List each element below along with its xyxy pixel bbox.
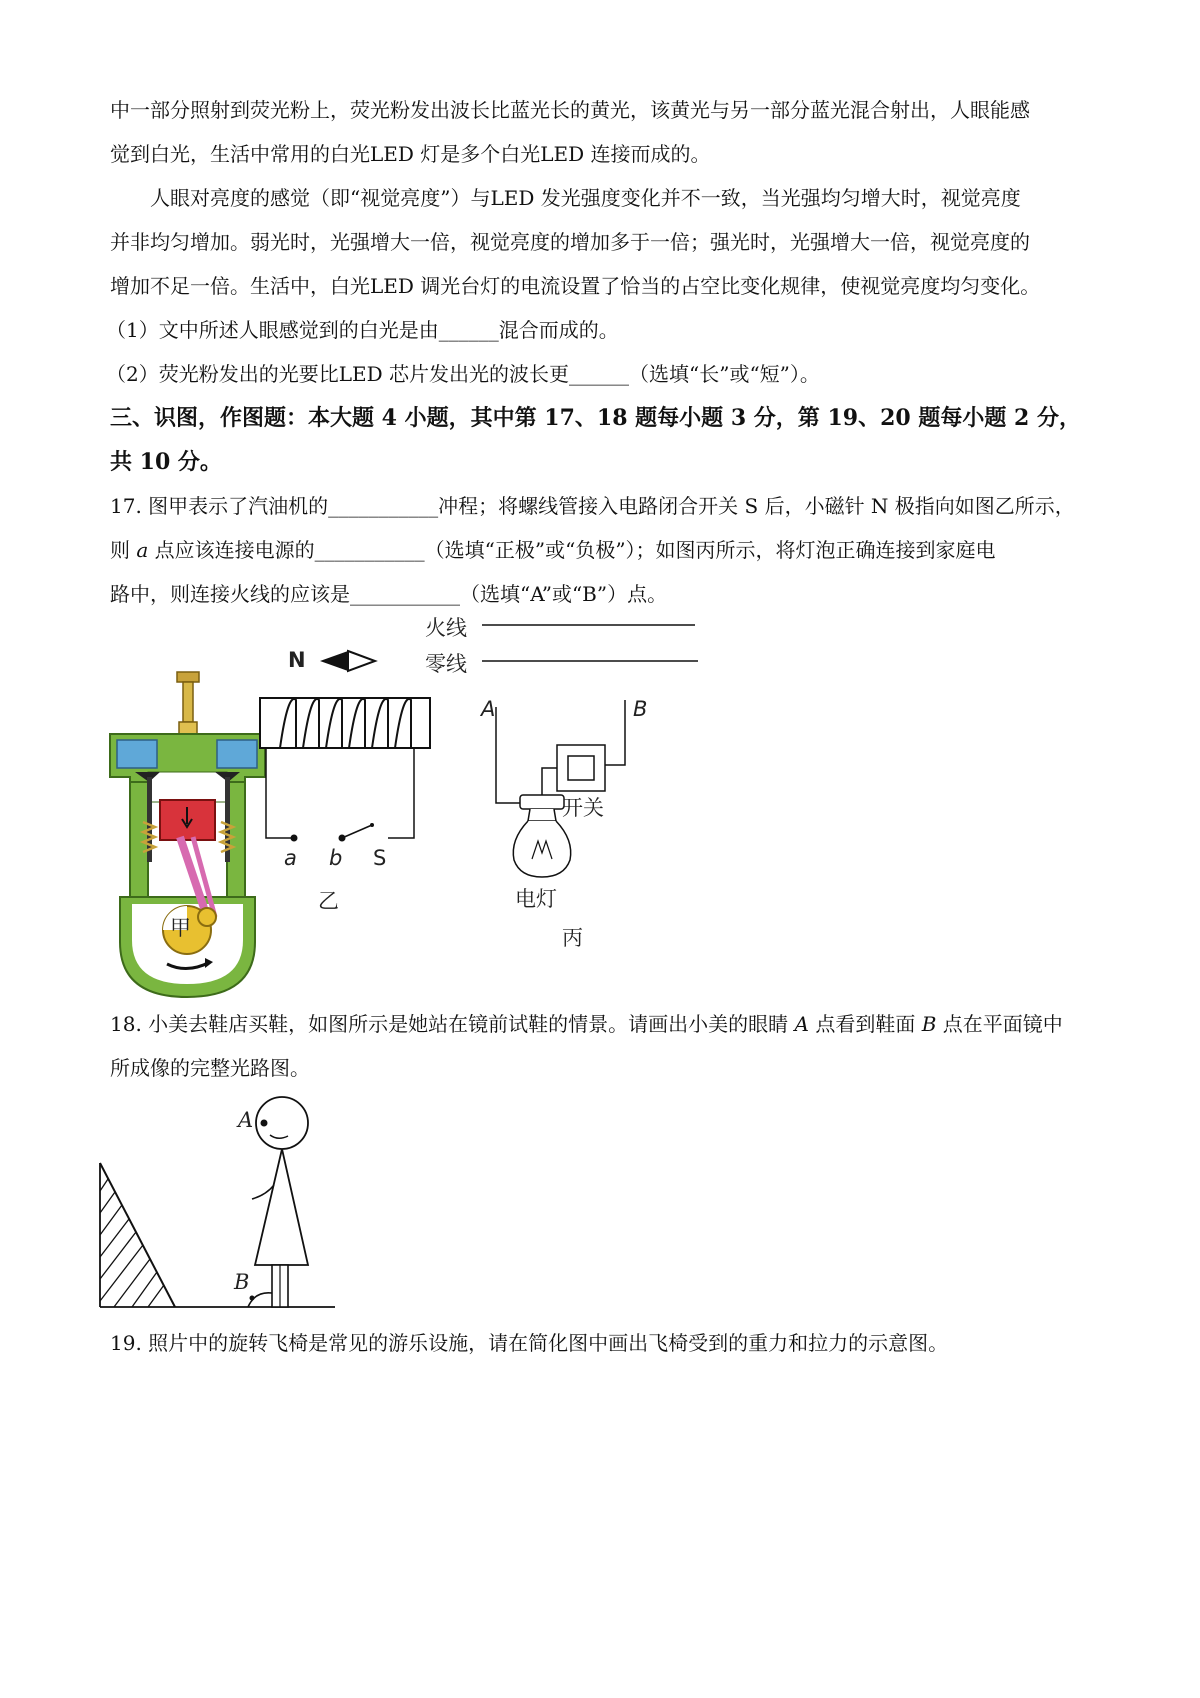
live-wire-label: 火线 <box>425 616 467 640</box>
q18-line1-part1: 18. 小美去鞋店买鞋，如图所示是她站在镜前试鞋的情景。请画出小美的眼睛 <box>110 1012 795 1036</box>
q18-var-B: B <box>921 1012 937 1036</box>
household-circuit <box>480 615 710 895</box>
switch-label: 开关 <box>562 796 604 820</box>
n-pole-label: N <box>288 648 306 672</box>
point-b-label: b <box>329 846 343 870</box>
figure-point-A: A <box>238 1108 254 1132</box>
passage-line-1: 中一部分照射到荧光粉上，荧光粉发出波长比蓝光长的黄光，该黄光与另一部分蓝光混合射出，人眼能感 <box>110 98 1030 122</box>
figure-label-jia: 甲 <box>170 916 191 940</box>
figure-label-yi: 乙 <box>318 889 339 913</box>
q16-sub2: （2）荧光粉发出的光要比LED 芯片发出光的波长更______（选填“长”或“短”）。 <box>106 362 820 386</box>
q17-line2-part2: 点应该连接电源的___________（选填“正极”或“负极”）；如图丙所示，将灯泡正确连接到家庭电 <box>148 538 996 562</box>
q18-var-A: A <box>794 1012 809 1036</box>
figure-point-B: B <box>234 1270 250 1294</box>
passage-line-4: 并非均匀增加。弱光时，光强增大一倍，视觉亮度的增加多于一倍；强光时，光强增大一倍，视觉亮度的 <box>110 230 1030 254</box>
q18-line1-part3: 点在平面镜中 <box>936 1012 1063 1036</box>
q19-line-1: 19. 照片中的旋转飞椅是常见的游乐设施，请在简化图中画出飞椅受到的重力和拉力的示意图。 <box>110 1331 949 1355</box>
engine-diagram <box>105 672 270 1002</box>
q17-line-3: 路中，则连接火线的应该是___________（选填“A”或“B”）点。 <box>110 582 668 606</box>
passage-line-2: 觉到白光，生活中常用的白光LED 灯是多个白光LED 连接而成的。 <box>110 142 711 166</box>
q17-line-2 <box>110 537 996 563</box>
q18-line1-part2: 点看到鞋面 <box>808 1012 922 1036</box>
point-A-label: A <box>481 697 496 721</box>
solenoid-circuit <box>260 640 440 870</box>
q18-line-2: 所成像的完整光路图。 <box>110 1056 310 1080</box>
q17-line-1: 17. 图甲表示了汽油机的___________冲程；将螺线管接入电路闭合开关 S 后，小磁针 N 极指向如图乙所示， <box>110 494 1075 518</box>
q18-line-1 <box>110 1011 1063 1037</box>
section-heading-line-2: 共 10 分。 <box>110 449 222 475</box>
passage-line-5: 增加不足一倍。生活中，白光LED 调光台灯的电流设置了恰当的占空比变化规律，使视觉亮度均匀变化。 <box>110 274 1041 298</box>
neutral-wire-label: 零线 <box>425 652 467 676</box>
q17-line2-part1: 则 <box>110 538 137 562</box>
q17-var-a: a <box>136 538 149 562</box>
mirror-diagram <box>100 1095 340 1325</box>
q16-sub1: （1）文中所述人眼感觉到的白光是由______混合而成的。 <box>106 318 619 342</box>
switch-s-label: S <box>373 846 387 870</box>
figure-label-bing: 丙 <box>562 926 583 950</box>
point-a-label: a <box>284 846 297 870</box>
point-B-label: B <box>633 697 648 721</box>
passage-line-3: 人眼对亮度的感觉（即“视觉亮度”）与LED 发光强度变化并不一致，当光强均匀增大时，视觉亮度 <box>150 186 1021 210</box>
lamp-label: 电灯 <box>515 887 557 911</box>
section-heading-line-1: 三、识图，作图题：本大题 4 小题，其中第 17、18 题每小题 3 分，第 19、20 题每小题 2 分， <box>110 405 1081 431</box>
